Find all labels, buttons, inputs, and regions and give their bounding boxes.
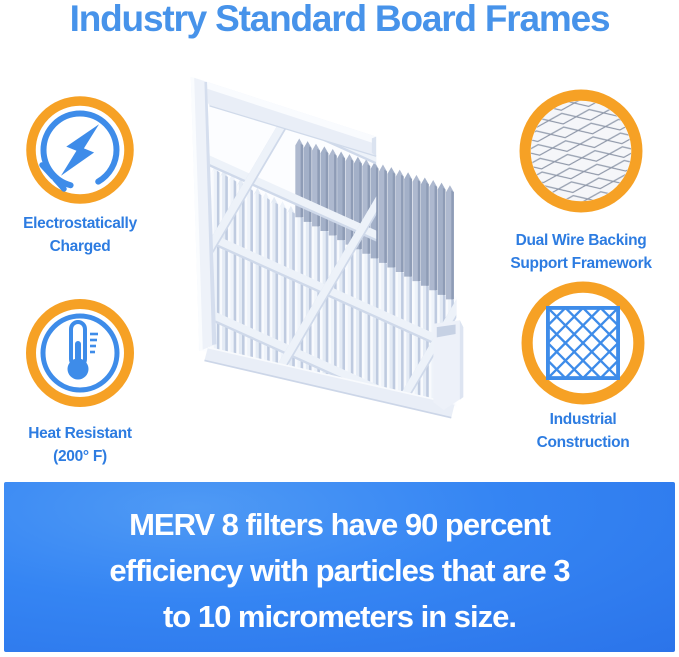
feature-label: Electrostatically Charged: [23, 215, 137, 255]
lattice-grid-icon: [517, 277, 649, 409]
banner-text-line: MERV 8 filters have 90 percent: [129, 507, 550, 542]
banner-text-line: efficiency with particles that are 3: [109, 553, 570, 588]
feature-electrostatic: [0, 88, 160, 258]
banner-text-line: to 10 micrometers in size.: [162, 599, 517, 634]
page-title: Industry Standard Board Frames: [69, 0, 610, 39]
feature-label: Dual Wire Backing Support Framework: [510, 232, 652, 272]
feature-industrial: [500, 277, 666, 454]
thermometer-icon: [18, 291, 142, 415]
filter-right-post: [433, 320, 463, 410]
feature-wire-backing: [499, 85, 663, 275]
merv-banner: [4, 482, 675, 652]
feature-heat-resistant: [0, 291, 160, 468]
wire-mesh-icon: [515, 85, 647, 217]
air-filter-image: [160, 70, 500, 480]
lightning-icon: [18, 88, 142, 212]
feature-label: Industrial Construction: [536, 411, 630, 451]
feature-label: Heat Resistant (200° F): [28, 425, 132, 465]
